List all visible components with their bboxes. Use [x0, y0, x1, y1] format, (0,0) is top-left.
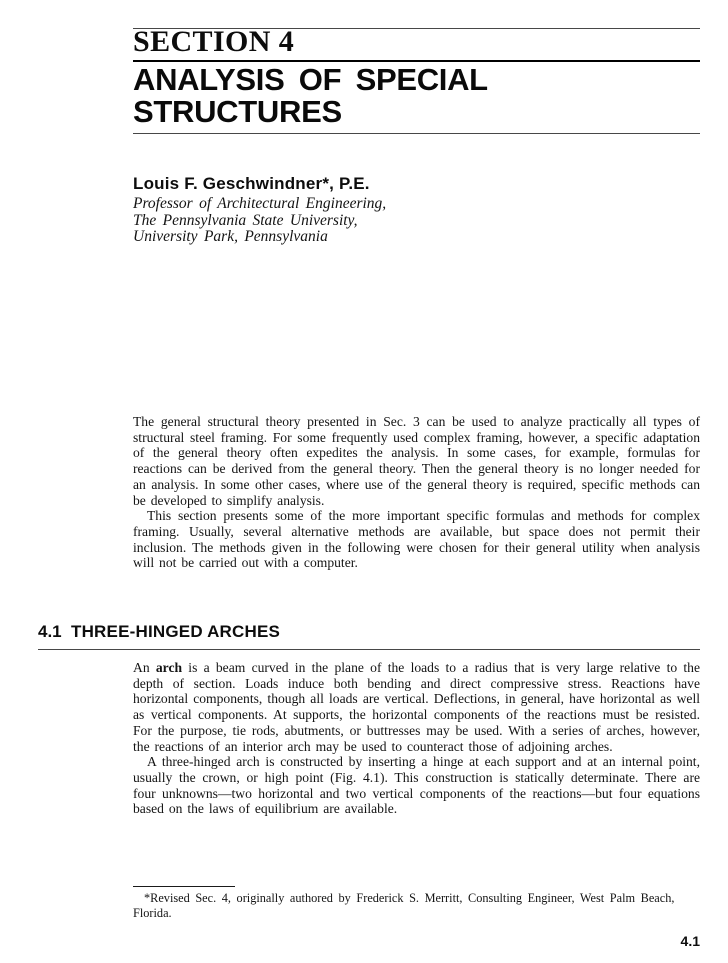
masthead-bottom-rule — [133, 133, 700, 134]
section-4-1-rule — [38, 649, 700, 650]
section-4-1-number: 4.1 — [38, 622, 62, 641]
section-label: SECTION 4 — [133, 25, 295, 58]
section-4-1-paragraphs — [133, 660, 700, 817]
arches-p1-prefix: An — [133, 660, 156, 675]
footnote-text: *Revised Sec. 4, originally authored by Frederick S. Merritt, Consulting Engineer, West Palm Beach, Florida. — [133, 891, 675, 920]
author-affiliation-line-2: The Pennsylvania State University, — [133, 211, 358, 229]
intro-paragraph-1: The general structural theory presented in Sec. 3 can be used to analyze practically all types of structural steel framing. For some frequently used complex framing, however, a specific adaptation of the general theory often expedites the analysis. In some cases, for example, formulas for reactions can be derived from the general theory. Then the general theory is no longer needed for an analysis. In some other cases, where use of the general theory is required, specific methods can be developed to simplify analysis. — [133, 414, 700, 508]
author-affiliation-line-3: University Park, Pennsylvania — [133, 228, 328, 246]
author-name: Louis F. Geschwindner*, P.E. — [133, 174, 370, 193]
page-number: 4.1 — [680, 933, 700, 949]
page-title — [133, 64, 488, 128]
author-affiliation — [133, 196, 386, 246]
section-4-1-heading: THREE-HINGED ARCHES — [71, 622, 281, 641]
page-title-line-1: ANALYSIS OF SPECIAL — [133, 62, 488, 97]
intro-paragraph-2: This section presents some of the more important specific formulas and methods for complex framing. Usually, several alternative methods are available, but space does not permit their inclusion. The methods given in the following were chosen for their general utility when analysis will not be carried out with a computer. — [133, 508, 700, 571]
arches-paragraph-2: A three-hinged arch is constructed by inserting a hinge at each support and at an internal point, usually the crown, or high point (Fig. 4.1). This construction is statically determinate. There are four unknowns—two horizontal and two vertical components of the reactions—but four equations based on the laws of equilibrium are available. — [133, 754, 700, 817]
arches-paragraph-1 — [133, 660, 700, 754]
intro-paragraphs — [133, 414, 700, 571]
arch-bold-term: arch — [155, 660, 183, 675]
arches-p1-rest: is a beam curved in the plane of the loads to a radius that is very large relative to the depth of section. Loads induce both bending and direct compressive stress. Reactions have horizontal components, though all loads are vertical. Deflections, in general, have horizontal as well as vertical components. At supports, the horizontal components of the reactions must be resisted. For the purpose, tie rods, abutments, or buttresses may be used. With a series of arches, however, the reactions of an interior arch may be used to counteract those of adjoining arches. — [133, 660, 700, 754]
page-title-line-2: STRUCTURES — [133, 94, 342, 129]
footnote-rule — [133, 886, 235, 887]
author-affiliation-line-1: Professor of Architectural Engineering, — [133, 195, 387, 212]
